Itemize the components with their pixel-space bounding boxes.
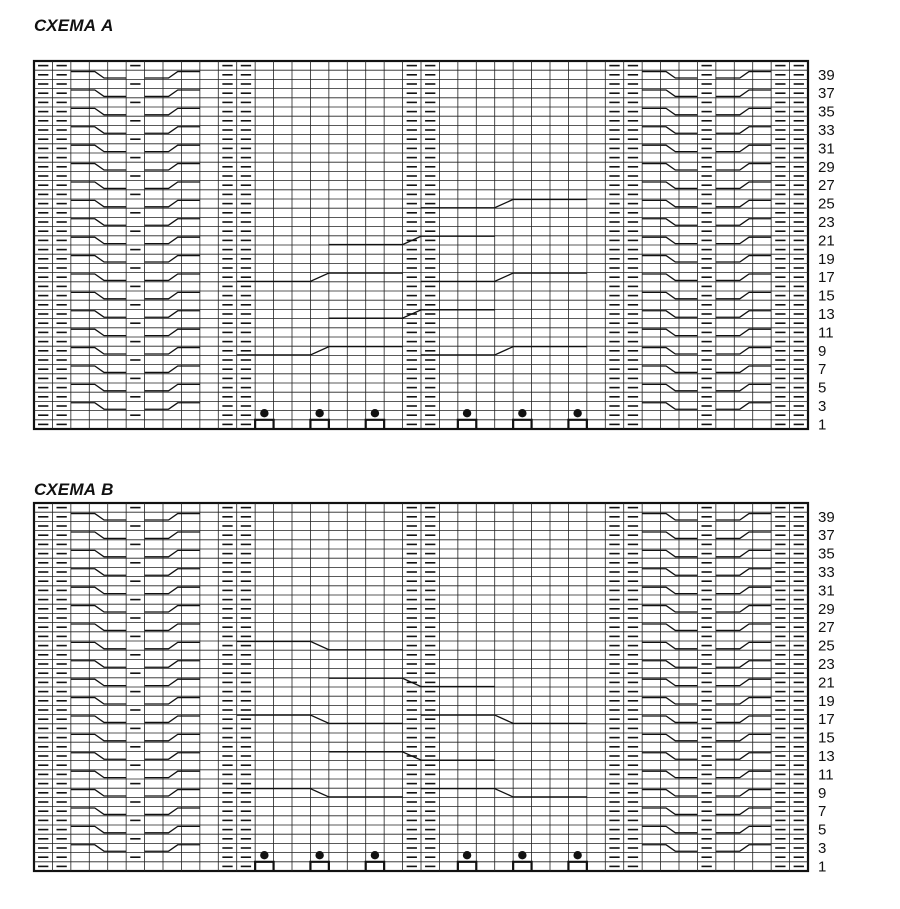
side-cable-right [716,145,771,151]
side-cable-right [145,661,200,667]
side-cable-left [642,256,697,262]
side-cable-left [71,200,126,206]
side-cable-left [71,753,126,759]
side-cable-right [145,256,200,262]
side-cable-right [716,753,771,759]
center-cable-cross [237,347,403,355]
side-cable-left [71,274,126,280]
side-cable-right [716,698,771,704]
side-cable-right [716,808,771,814]
side-cable-right [145,716,200,722]
side-cable-left [642,237,697,243]
side-cable-right [716,72,771,78]
side-cable-left [642,219,697,225]
row-number-label: 29 [818,600,835,618]
side-cable-left [71,292,126,298]
side-cable-left [642,108,697,114]
scheme-b-title: СХЕМА B [34,480,114,499]
row-number-label: 1 [818,858,827,875]
bobble-symbol [315,409,323,417]
side-cable-right [716,569,771,575]
side-cable-left [71,256,126,262]
side-cable-right [145,550,200,556]
side-cable-right [145,329,200,335]
side-cable-left [71,237,126,243]
side-cable-left [642,771,697,777]
side-cable-right [145,679,200,685]
center-cable-cross [329,752,495,760]
row-number-label: 31 [818,582,835,600]
row-number-label: 15 [818,287,835,305]
side-cable-right [145,606,200,612]
side-cable-right [716,256,771,262]
side-cable-left [642,164,697,170]
side-cable-right [145,403,200,409]
side-cable-right [145,108,200,114]
bobble-symbol [315,851,323,859]
side-cable-right [716,550,771,556]
side-cable-left [642,698,697,704]
side-cable-left [71,624,126,630]
side-cable-right [145,587,200,593]
side-cable-left [642,624,697,630]
side-cable-left [642,753,697,759]
side-cable-left [71,219,126,225]
center-cable-cross [421,715,587,723]
side-cable-left [642,550,697,556]
row-number-label: 23 [818,214,835,231]
side-cable-left [71,366,126,372]
center-cable-cross [329,678,495,686]
side-cable-right [145,790,200,796]
side-cable-right [145,753,200,759]
center-cable-cross [237,789,403,797]
row-number-label: 15 [818,729,835,747]
side-cable-left [642,790,697,796]
side-cable-right [716,219,771,225]
side-cable-right [145,237,200,243]
row-number-label: 3 [818,398,827,415]
side-cable-right [716,384,771,390]
bobble-base [568,420,586,429]
bobble-base [366,862,384,871]
side-cable-right [145,532,200,538]
side-cable-right [716,366,771,372]
side-cable-left [642,642,697,648]
side-cable-right [145,569,200,575]
side-cable-left [71,790,126,796]
scheme-a-chart [0,58,900,433]
side-cable-right [716,329,771,335]
side-cable-left [71,384,126,390]
bobble-base [255,862,273,871]
side-cable-right [145,366,200,372]
side-cable-right [145,771,200,777]
side-cable-left [71,329,126,335]
side-cable-right [716,292,771,298]
side-cable-right [716,164,771,170]
side-cable-right [716,108,771,114]
row-number-label: 3 [818,840,827,857]
row-number-label: 1 [818,416,827,433]
side-cable-left [642,348,697,354]
bobble-base [458,420,476,429]
side-cable-left [642,292,697,298]
side-cable-right [145,826,200,832]
side-cable-left [642,606,697,612]
side-cable-left [71,514,126,520]
row-number-label: 9 [818,784,827,802]
side-cable-left [71,403,126,409]
side-cable-right [716,587,771,593]
center-cable-cross [421,273,587,281]
row-number-label: 21 [818,674,835,692]
side-cable-right [716,771,771,777]
center-cable-cross [329,310,495,318]
side-cable-left [71,587,126,593]
side-cable-right [716,734,771,740]
center-cable-cross [237,273,403,281]
side-cable-right [145,127,200,133]
bobble-base [310,420,328,429]
row-number-label: 35 [818,103,835,121]
row-number-label: 9 [818,342,827,360]
side-cable-left [71,642,126,648]
side-cable-right [716,716,771,722]
side-cable-right [716,200,771,206]
side-cable-left [71,734,126,740]
side-cable-right [145,164,200,170]
side-cable-left [642,90,697,96]
side-cable-left [71,606,126,612]
side-cable-left [642,734,697,740]
bobble-base [568,862,586,871]
row-number-label: 31 [818,140,835,158]
bobble-symbol [371,409,379,417]
side-cable-right [145,90,200,96]
side-cable-left [642,384,697,390]
side-cable-left [642,403,697,409]
row-number-label: 35 [818,545,835,563]
side-cable-right [145,274,200,280]
bobble-base [513,862,531,871]
row-number-label: 33 [818,122,835,139]
bobble-symbol [463,851,471,859]
side-cable-left [71,679,126,685]
row-number-label: 7 [818,361,827,379]
row-number-label: 39 [818,508,835,526]
side-cable-right [716,348,771,354]
side-cable-right [716,311,771,317]
side-cable-right [716,274,771,280]
row-number-label: 17 [818,269,835,287]
side-cable-right [716,90,771,96]
side-cable-left [71,127,126,133]
side-cable-left [642,826,697,832]
side-cable-right [716,403,771,409]
row-number-label: 27 [818,177,835,195]
side-cable-right [716,532,771,538]
row-number-label: 37 [818,527,835,545]
side-cable-right [145,292,200,298]
side-cable-right [716,845,771,851]
side-cable-right [716,606,771,612]
row-number-label: 33 [818,564,835,581]
side-cable-right [145,514,200,520]
side-cable-left [71,698,126,704]
side-cable-left [71,182,126,188]
bobble-symbol [463,409,471,417]
bobble-base [366,420,384,429]
side-cable-left [642,127,697,133]
side-cable-right [145,808,200,814]
row-number-label: 13 [818,748,835,765]
side-cable-right [145,624,200,630]
side-cable-left [71,164,126,170]
bobble-symbol [573,851,581,859]
row-number-label: 37 [818,85,835,103]
side-cable-left [642,366,697,372]
side-cable-left [642,532,697,538]
side-cable-right [716,826,771,832]
row-number-label: 11 [818,324,834,342]
row-number-label: 25 [818,637,835,655]
bobble-symbol [260,409,268,417]
side-cable-left [642,845,697,851]
side-cable-right [145,734,200,740]
bobble-base [310,862,328,871]
bobble-symbol [518,409,526,417]
side-cable-left [642,72,697,78]
side-cable-right [716,790,771,796]
row-number-label: 13 [818,306,835,323]
row-number-label: 5 [818,379,827,397]
side-cable-left [71,771,126,777]
side-cable-right [145,348,200,354]
side-cable-right [145,182,200,188]
row-number-label: 11 [818,766,834,784]
side-cable-left [71,311,126,317]
side-cable-left [71,348,126,354]
row-number-label: 29 [818,158,835,176]
side-cable-right [145,384,200,390]
side-cable-left [71,845,126,851]
row-number-label: 39 [818,66,835,84]
side-cable-left [71,145,126,151]
center-cable-cross [421,347,587,355]
bobble-symbol [371,851,379,859]
side-cable-right [716,237,771,243]
bobble-base [513,420,531,429]
side-cable-left [642,182,697,188]
side-cable-left [642,569,697,575]
row-number-label: 23 [818,656,835,673]
side-cable-left [71,108,126,114]
side-cable-right [716,661,771,667]
row-number-label: 25 [818,195,835,213]
side-cable-right [145,145,200,151]
side-cable-left [71,716,126,722]
side-cable-left [71,808,126,814]
center-cable-cross [421,789,587,797]
side-cable-left [642,661,697,667]
side-cable-right [145,845,200,851]
side-cable-left [642,716,697,722]
side-cable-left [642,329,697,335]
bobble-symbol [573,409,581,417]
center-cable-cross [421,199,587,207]
side-cable-right [145,200,200,206]
side-cable-right [145,311,200,317]
bobble-symbol [260,851,268,859]
row-number-label: 19 [818,692,835,710]
side-cable-left [642,808,697,814]
side-cable-right [145,698,200,704]
center-cable-cross [237,715,403,723]
side-cable-right [716,642,771,648]
side-cable-right [145,72,200,78]
row-number-label: 27 [818,619,835,637]
row-number-label: 21 [818,232,835,250]
bobble-symbol [518,851,526,859]
side-cable-left [642,311,697,317]
side-cable-right [716,182,771,188]
side-cable-right [716,514,771,520]
center-cable-cross [237,641,403,649]
side-cable-left [642,514,697,520]
row-number-label: 5 [818,821,827,839]
side-cable-left [642,200,697,206]
side-cable-left [71,72,126,78]
center-cable-cross [329,236,495,244]
side-cable-right [145,642,200,648]
side-cable-left [642,145,697,151]
side-cable-left [642,587,697,593]
side-cable-left [642,274,697,280]
bobble-base [458,862,476,871]
side-cable-left [71,550,126,556]
side-cable-left [71,532,126,538]
side-cable-left [642,679,697,685]
side-cable-right [716,679,771,685]
side-cable-left [71,569,126,575]
row-number-label: 17 [818,711,835,729]
side-cable-left [71,90,126,96]
row-number-label: 7 [818,803,827,821]
side-cable-left [71,661,126,667]
side-cable-right [716,127,771,133]
scheme-b-chart [0,500,900,875]
row-number-label: 19 [818,250,835,268]
scheme-a-title: СХЕМА A [34,16,114,35]
side-cable-left [71,826,126,832]
side-cable-right [145,219,200,225]
bobble-base [255,420,273,429]
side-cable-right [716,624,771,630]
